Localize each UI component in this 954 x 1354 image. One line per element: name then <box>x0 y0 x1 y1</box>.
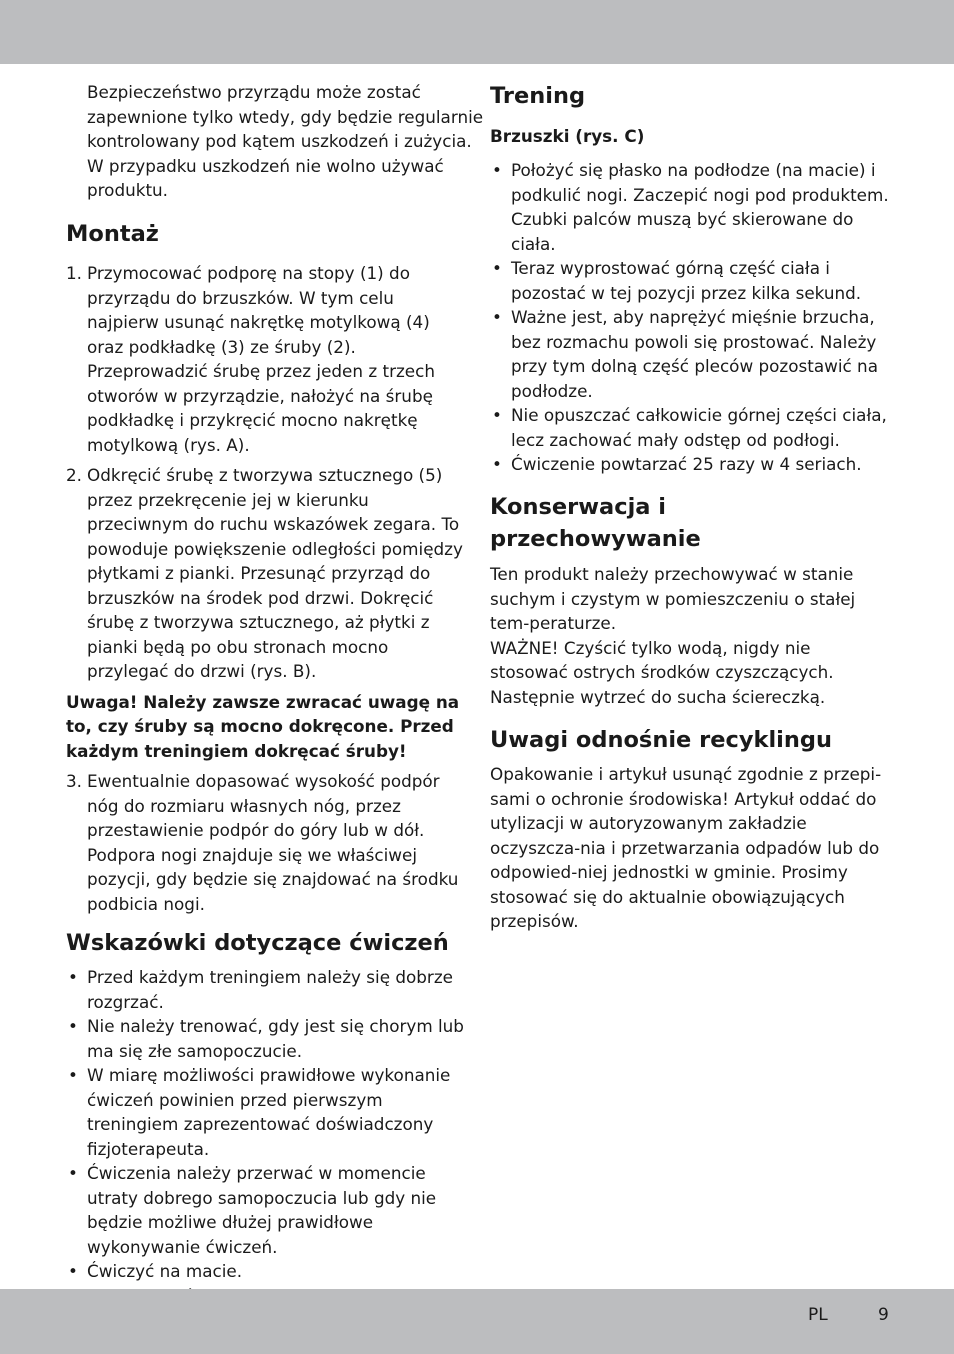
konserwacja-section <box>490 491 890 555</box>
wskazowki-section <box>66 927 466 959</box>
bullet-icon: • <box>492 307 502 327</box>
step-text: Odkręcić śrubę z tworzywa sztucznego (5) przez przekręcenie jej w kierunku przeciwnym do ruchu wskazówek zegara. To powoduje powiększenie odległości pomiędzy płytkami z pianki. Przesunąć przyrząd do brzuszków na środek pod drzwi. Dokręcić śrubę z tworzywa sztucznego, aż płytki z pianki będą po obu stronach mocno przylegać do drzwi (rys. B). <box>87 465 463 681</box>
step-text: Przymocować podporę na stopy (1) do przyrządu do brzuszków. W tym celu najpierw usunąć nakrętkę motylkową (4) oraz podkładkę (3) ze śruby (2). Przeprowadzić śrubę przez jeden z trzech otworów w przyrządzie, nałożyć na śrubę podkładkę i przykręcić mocno nakrętkę motylkową (rys. A). <box>87 263 435 455</box>
bullet-icon: • <box>492 405 502 425</box>
trening-section <box>490 80 890 112</box>
trening-list <box>490 158 890 477</box>
list-item: • Ćwiczenia należy przerwać w momencie utraty dobrego samopoczucia lub gdy nie będzie możliwe dłużej prawidłowe wykonywanie ćwiczeń. <box>68 1163 437 1257</box>
page-number: 9 <box>878 1305 889 1325</box>
list-item: • Położyć się płasko na podłodze (na macie) i podkulić nogi. Zaczepić nogi pod produktem. Czubki palców muszą być skierowane do ciała. <box>492 160 889 254</box>
step-number: 3. <box>66 771 83 791</box>
list-item: • Nie należy trenować, gdy jest się chorym lub ma się złe samopoczucie. <box>68 1016 464 1061</box>
list-item: • Przed każdym treningiem należy się dobrze rozgrzać. <box>68 967 453 1012</box>
trening-subsection <box>490 124 890 148</box>
list-item: • Ćwiczenie powtarzać 25 razy w 4 seriach. <box>490 452 890 477</box>
header-bar <box>0 0 954 64</box>
bullet-icon: • <box>492 160 502 180</box>
intro-paragraph <box>66 80 487 203</box>
list-item: • Ćwiczyć na macie. <box>66 1259 466 1284</box>
wskazowki-list <box>66 965 466 1333</box>
konserwacja-para: Ten produkt należy przechowywać w stanie suchym i czystym w pomieszczeniu o stałej tem-peraturze. <box>490 564 856 633</box>
recykling-para: Opakowanie i artykuł usunąć zgodnie z przepi-sami o ochronie środowiska! Artykuł oddać do utylizacji w autoryzowanym zakładzie oczyszcza-nia i przetwarzania odpadów lub do odpowied-niej jednostki w gminie. Prosimy stosować się do aktualnie obowiązujących przepisów. <box>490 764 882 931</box>
montaz-section <box>66 218 466 250</box>
konserwacja-body <box>490 562 890 709</box>
list-item: • Nie opuszczać całkowicie górnej części ciała, lecz zachować mały odstęp od podłogi. <box>492 405 887 450</box>
list-item: • W miarę możliwości prawidłowe wykonanie ćwiczeń powinien przed pierwszym treningiem zaprezentować doświadczony fizjoterapeuta. <box>68 1065 451 1159</box>
montaz-warning: Uwaga! Należy zawsze zwracać uwagę na to, czy śruby są mocno dokręcone. Przed każdym treningiem dokręcać śruby! <box>66 691 460 761</box>
bullet-icon: • <box>492 454 502 474</box>
bullet-icon: • <box>492 258 502 278</box>
recykling-body <box>490 762 890 934</box>
recykling-section <box>490 724 890 756</box>
montaz-steps <box>66 261 466 922</box>
konserwacja-heading: Konserwacja i przechowywanie <box>490 494 701 552</box>
bullet-icon: • <box>68 1163 78 1183</box>
intro-text: Bezpieczeństwo przyrządu może zostać zapewnione tylko wtedy, gdy będzie regularnie kontrolowany pod kątem uszkodzeń i zużycia. W przypadku uszkodzeń nie wolno używać produktu. <box>87 82 484 200</box>
language-code: PL <box>808 1305 828 1325</box>
montaz-step <box>66 463 466 684</box>
step-number: 1. <box>66 263 83 283</box>
bullet-icon: • <box>68 1016 78 1036</box>
wskazowki-heading: Wskazówki dotyczące ćwiczeń <box>66 930 449 956</box>
list-item: • Teraz wyprostować górną część ciała i pozostać w tej pozycji przez kilka sekund. <box>492 258 862 303</box>
montaz-step <box>66 261 466 457</box>
list-item: • Ważne jest, aby naprężyć mięśnie brzucha, bez rozmachu powoli się prostować. Należy przy tym dolną część pleców pozostawić na podłodze. <box>492 307 878 401</box>
bullet-icon: • <box>68 1065 78 1085</box>
trening-subheading: Brzuszki (rys. C) <box>490 126 645 146</box>
recykling-heading: Uwagi odnośnie recyklingu <box>490 727 833 753</box>
montaz-heading: Montaż <box>66 221 159 247</box>
step-number: 2. <box>66 465 83 485</box>
konserwacja-para: WAŻNE! Czyścić tylko wodą, nigdy nie stosować ostrych środków czyszczących. Następnie wytrzeć do sucha ściereczką. <box>490 637 834 707</box>
trening-heading: Trening <box>490 83 586 109</box>
montaz-step <box>66 769 466 916</box>
bullet-icon: • <box>68 967 78 987</box>
step-text: Ewentualnie dopasować wysokość podpór nóg do rozmiaru własnych nóg, przez przestawienie podpór do góry lub w dół. Podpora nogi znajduje się we właściwej pozycji, gdy będzie się znajdować na środku podbicia nogi. <box>87 771 459 914</box>
bullet-icon: • <box>68 1261 78 1281</box>
